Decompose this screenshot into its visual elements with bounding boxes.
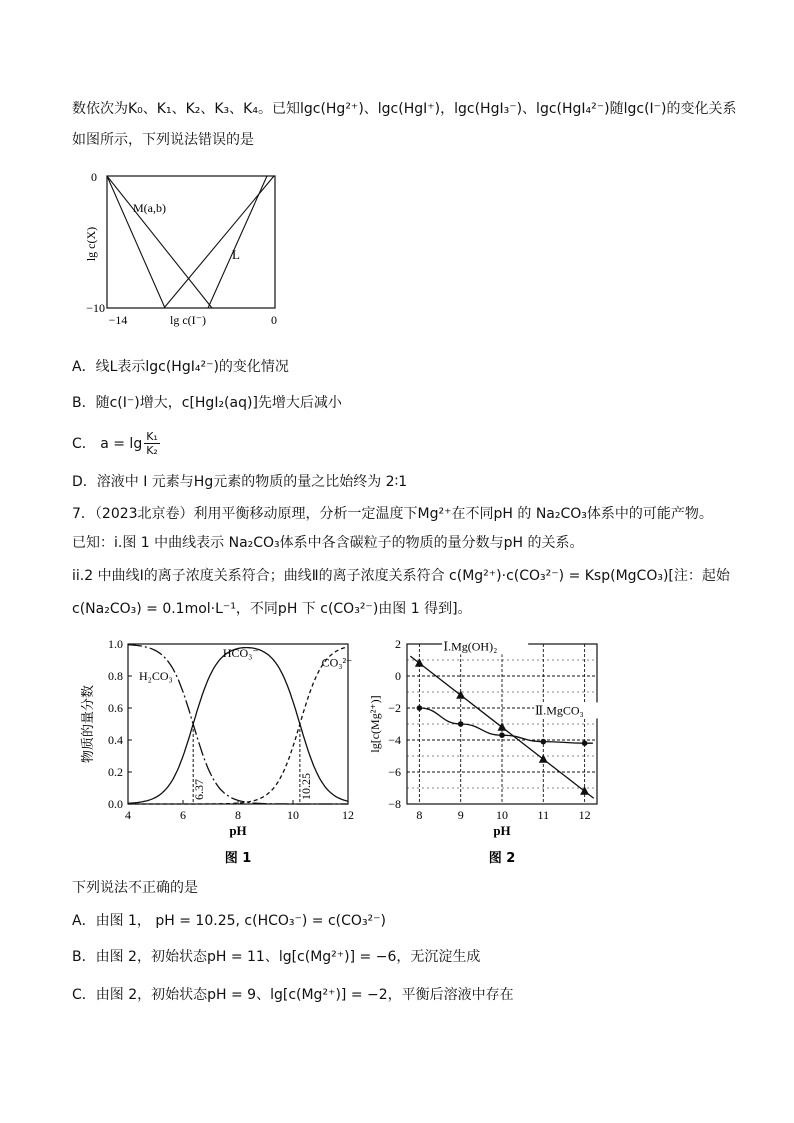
fig1-label-co3: CO₃²⁻ xyxy=(321,655,353,670)
figure-2-svg xyxy=(365,630,620,875)
fig1-annotation: 6.37 xyxy=(192,779,207,800)
intro-line-2: 如图所示，下列说法错误的是 xyxy=(72,132,254,148)
fig2-series-2-point xyxy=(499,732,505,738)
hg-line-label: L xyxy=(232,247,240,262)
fig2-x-tick-label: 12 xyxy=(578,808,591,822)
fig2-series-1-point xyxy=(539,754,548,763)
fig1-x-label: pH xyxy=(229,823,247,838)
figure-1-svg xyxy=(72,630,372,875)
hg-point-label: M(a,b) xyxy=(133,201,166,215)
hg-x-left: −14 xyxy=(108,313,128,327)
q7-known-1: 已知：i.图 1 中曲线表示 Na₂CO₃体系中各含碳粒子的物质的量分数与pH 的关系。 xyxy=(72,535,584,551)
fig2-label-2: Ⅱ.MgCO₃ xyxy=(535,703,584,718)
hg-x-right: 0 xyxy=(271,313,277,327)
fig1-x-tick-label: 4 xyxy=(125,808,131,822)
fig1-y-label: 物质的量分数 xyxy=(81,684,96,764)
fig2-y-tick-label: −8 xyxy=(388,797,401,811)
q6-fraction-num: K₁ xyxy=(146,430,158,443)
hg-figure xyxy=(80,168,290,328)
fig2-y-label: lg[c(Mg²⁺)] xyxy=(368,695,382,753)
fig1-x-tick-label: 12 xyxy=(342,808,354,822)
fig1-y-tick-label: 1.0 xyxy=(108,637,123,651)
q7-option-b: B．由图 2，初始状态pH = 11、lg[c(Mg²⁺)] = −6，无沉淀生成 xyxy=(72,949,481,965)
hg-plot-frame xyxy=(107,176,275,308)
fig2-series-1-point xyxy=(456,690,465,699)
fig1-x-tick-label: 6 xyxy=(180,808,186,822)
q7-option-c: C．由图 2，初始状态pH = 9、lg[c(Mg²⁺)] = −2，平衡后溶液中存在 xyxy=(72,987,514,1003)
fig1-frame xyxy=(128,644,348,804)
q6-option-d: D．溶液中 I 元素与Hg元素的物质的量之比始终为 2∶1 xyxy=(72,474,408,490)
q6-option-b: B．随c(I⁻)增大，c[HgI₂(aq)]先增大后减小 xyxy=(72,395,342,411)
fig2-x-tick-label: 9 xyxy=(457,808,464,822)
fig1-y-tick-label: 0.6 xyxy=(108,701,123,715)
q6-fraction xyxy=(144,430,160,457)
fig1-y-tick-label: 0.4 xyxy=(108,733,123,747)
hg-line-2 xyxy=(107,176,212,308)
hg-line-4-L xyxy=(208,176,267,308)
hg-x-label: lg c(I⁻) xyxy=(170,313,206,327)
fig1-y-tick-label: 0.2 xyxy=(108,765,123,779)
figure-2 xyxy=(365,630,620,875)
fig2-x-tick-label: 8 xyxy=(416,808,423,822)
fig2-y-tick-label: −2 xyxy=(388,701,401,715)
fig2-series-1-point xyxy=(498,722,507,731)
fig1-label-h2co3: H₂CO₃ xyxy=(139,669,173,683)
fig1-title: 图 1 xyxy=(224,851,252,866)
fig1-label-hco3: HCO₃⁻ xyxy=(222,645,259,660)
fig2-series-1-point xyxy=(580,786,589,795)
fig1-y-tick-label: 0.8 xyxy=(108,669,123,683)
q6-option-c xyxy=(72,430,160,457)
hg-y-label: lg c(X) xyxy=(84,226,98,262)
q6-fraction-den: K₂ xyxy=(146,444,158,457)
q7-option-a: A．由图 1， pH = 10.25, c(HCO₃⁻) = c(CO₃²⁻) xyxy=(72,913,387,929)
fig2-y-tick-label: 0 xyxy=(395,669,401,683)
fig2-series-2-point xyxy=(541,739,547,745)
fig2-series-2-point xyxy=(458,721,464,727)
hg-figure-svg xyxy=(80,168,290,328)
fig2-y-tick-label: −4 xyxy=(388,733,401,747)
fig1-y-tick-label: 0.0 xyxy=(108,797,123,811)
q7-stem: 7．（2023北京卷）利用平衡移动原理，分析一定温度下Mg²⁺在不同pH 的 Na₂CO₃体系中的可能产物。 xyxy=(72,506,713,522)
fig2-series-1-point xyxy=(415,658,424,667)
q7-prompt: 下列说法不正确的是 xyxy=(72,880,198,896)
q7-known-3: c(Na₂CO₃) = 0.1mol·L⁻¹，不同pH 下 c(CO₃²⁻)由图 1 得到]。 xyxy=(72,601,472,617)
q7-known-2: ii.2 中曲线Ⅰ的离子浓度关系符合；曲线Ⅱ的离子浓度关系符合 c(Mg²⁺)·c(CO₃²⁻) = Ksp(MgCO₃)[注：起始 xyxy=(72,568,730,584)
q6-option-a: A．线L表示lgc(HgI₄²⁻)的变化情况 xyxy=(72,359,289,375)
fig2-series-2-point xyxy=(582,740,588,746)
q6-option-c-prefix: C． a = lg xyxy=(72,435,143,452)
hg-line-1 xyxy=(107,176,165,308)
fig2-title: 图 2 xyxy=(488,851,516,866)
fig2-y-tick-label: 2 xyxy=(395,637,401,651)
figure-1 xyxy=(72,630,372,875)
fig2-y-tick-label: −6 xyxy=(388,765,401,779)
fig1-x-tick-label: 8 xyxy=(235,808,241,822)
hg-y-bottom: −10 xyxy=(86,301,105,315)
hg-line-3 xyxy=(164,176,274,308)
fig2-label-1: Ⅰ.Mg(OH)₂ xyxy=(443,639,498,654)
intro-line-1: 数依次为K₀、K₁、K₂、K₃、K₄。已知lgc(Hg²⁺)、lgc(HgI⁺)，lgc(HgI₃⁻)、lgc(HgI₄²⁻)随lgc(I⁻)的变化关系 xyxy=(72,101,737,117)
hg-y-top: 0 xyxy=(91,170,97,184)
fig2-x-tick-label: 11 xyxy=(537,808,550,822)
fig2-series-2-point xyxy=(417,705,423,711)
fig1-x-tick-label: 10 xyxy=(287,808,299,822)
fig2-x-tick-label: 10 xyxy=(496,808,508,822)
fig2-x-label: pH xyxy=(493,823,511,838)
fig1-annotation: 10.25 xyxy=(298,773,313,800)
